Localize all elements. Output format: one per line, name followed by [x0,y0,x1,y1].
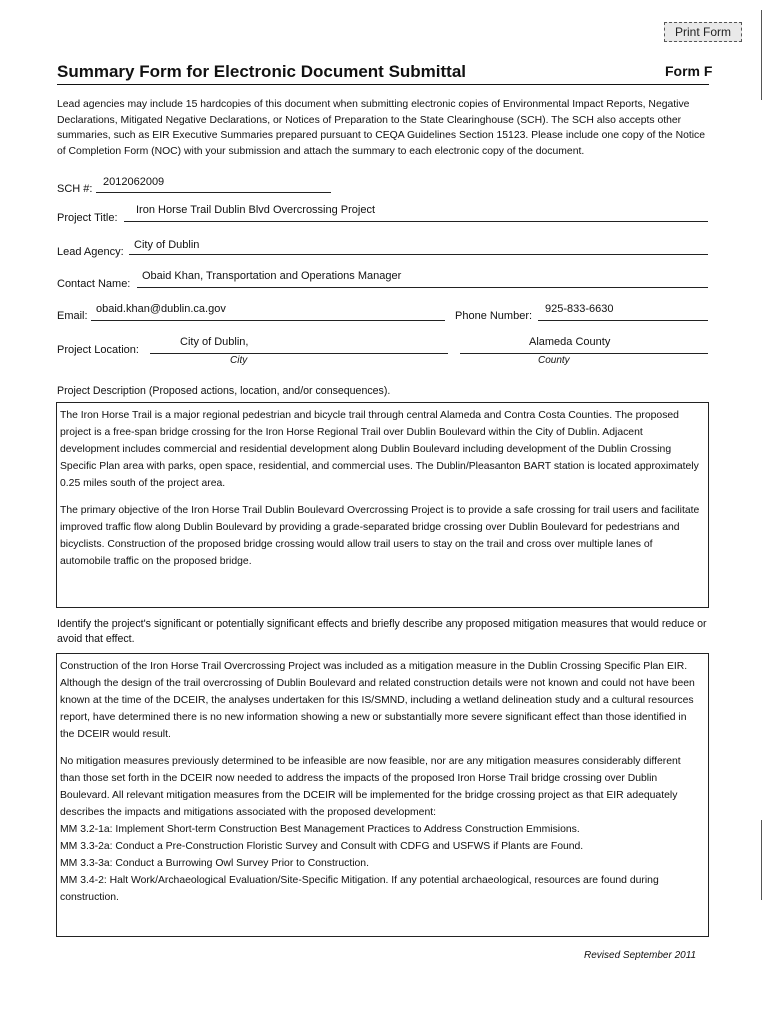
mitigation-measure: MM 3.3-2a: Conduct a Pre-Construction Floristic Survey and Consult with CDFG and USFWS if Plants are Found. [60,841,584,852]
project-title-underline [124,221,708,222]
mitigation-measure: MM 3.4-2: Halt Work/Archaeological Evaluation/Site-Specific Mitigation. If any potential archaeological, resources are found during construction. [60,875,659,903]
project-title-value[interactable]: Iron Horse Trail Dublin Blvd Overcrossing Project [136,204,376,216]
intro-text: Lead agencies may include 15 hardcopies of this document when submitting electronic copies of Environmental Impact Reports, Negative Declarations, Mitigated Negative Declarations, or Notices of Preparation to the State Clearinghouse (SCH). The SCH also accepts other summaries, such as EIR Executive Summaries prepared pursuant to CEQA Guidelines Section 15123. Please include one copy of the Notice of Completion Form (NOC) with your submission and attach the summary to each electronic copy of the document. [57,99,706,157]
city-caption: City [230,355,248,366]
lead-agency-value[interactable]: City of Dublin [134,239,200,251]
page-title: Summary Form for Electronic Document Submittal [57,62,467,81]
effects-paragraph: Construction of the Iron Horse Trail Overcrossing Project was included as a mitigation measure in the Dublin Crossing Specific Plan EIR. Although the design of the trail overcrossing of Dublin Boulevard and related construction details were not known and could not have been known at the time of the DCEIR, the analyses undertaken for this IS/SMND, including a wetland delineation study and a cultural resources report, have determined there is no new information showing a new or substantially more severe significant effect than those identified in the DCEIR would result. [60,661,695,740]
city-underline [150,353,448,354]
sch-label: SCH #: [57,183,93,195]
project-location-label: Project Location: [57,344,139,356]
revised-date: Revised September 2011 [584,950,697,961]
mitigation-measure: MM 3.2-1a: Implement Short-term Construction Best Management Practices to Address Construction Emmisions. [60,824,580,835]
phone-underline [538,320,708,321]
project-title-label: Project Title: [57,212,118,224]
title-divider [57,84,709,85]
print-form-button[interactable]: Print Form [664,22,742,42]
contact-name-value[interactable]: Obaid Khan, Transportation and Operations Manager [142,270,402,282]
lead-agency-underline [129,254,708,255]
effects-box[interactable] [56,653,709,937]
contact-name-label: Contact Name: [57,278,131,290]
city-value[interactable]: City of Dublin, [180,336,249,348]
description-paragraph: The Iron Horse Trail is a major regional pedestrian and bicycle trail through central Alameda and Contra Costa Counties. The proposed project is a free-span bridge crossing for the Iron Horse Regional Trail over Dublin Boulevard within the City of Dublin. Adjacent development includes commercial and residential development along Dublin Boulevard including development of the Dublin Crossing Specific Plan area with parks, open space, residential, and commercial uses. The Dublin/Pleasanton BART station is located approximately 0.25 miles south of the project area. [60,410,699,489]
sch-value[interactable]: 2012062009 [103,176,165,188]
sch-underline [96,192,331,193]
form-label: Form F [665,63,713,79]
effects-paragraph: No mitigation measures previously determined to be infeasible are now feasible, nor are any mitigation measures considerably different than those set forth in the DCEIR now needed to address the impacts of the proposed Iron Horse Trail bridge crossing over Dublin Boulevard. All relevant mitigation measures from the DCEIR will be implemented for the bridge crossing project as that EIR adequately describes the impacts and mitigations associated with the proposed development: [60,756,681,818]
county-caption: County [538,355,570,366]
scan-edge-mark [761,10,762,100]
scan-edge-mark [761,820,762,900]
lead-agency-label: Lead Agency: [57,246,124,258]
email-underline [91,320,445,321]
effects-label: Identify the project's significant or potentially significant effects and briefly describe any proposed mitigation measures that would reduce or avoid that effect. [57,618,707,645]
county-value[interactable]: Alameda County [529,336,611,348]
description-paragraph: The primary objective of the Iron Horse Trail Dublin Boulevard Overcrossing Project is to provide a safe crossing for trail users and facilitate improved traffic flow along Dublin Boulevard by providing a grade-separated bridge crossing over Dublin Boulevard for pedestrians and bicyclists. Construction of the proposed bridge crossing would allow trail users to stay on the trail and cross over multiple lanes of automobile traffic on the proposed bridge. [60,505,700,567]
contact-name-underline [137,287,708,288]
phone-value[interactable]: 925-833-6630 [545,303,614,315]
county-underline [460,353,708,354]
mitigation-measure: MM 3.3-3a: Conduct a Burrowing Owl Survey Prior to Construction. [60,858,369,869]
description-box[interactable] [56,402,709,608]
email-label: Email: [57,310,88,322]
email-value[interactable]: obaid.khan@dublin.ca.gov [96,303,226,315]
phone-label: Phone Number: [455,310,533,322]
description-label: Project Description (Proposed actions, location, and/or consequences). [57,385,391,397]
